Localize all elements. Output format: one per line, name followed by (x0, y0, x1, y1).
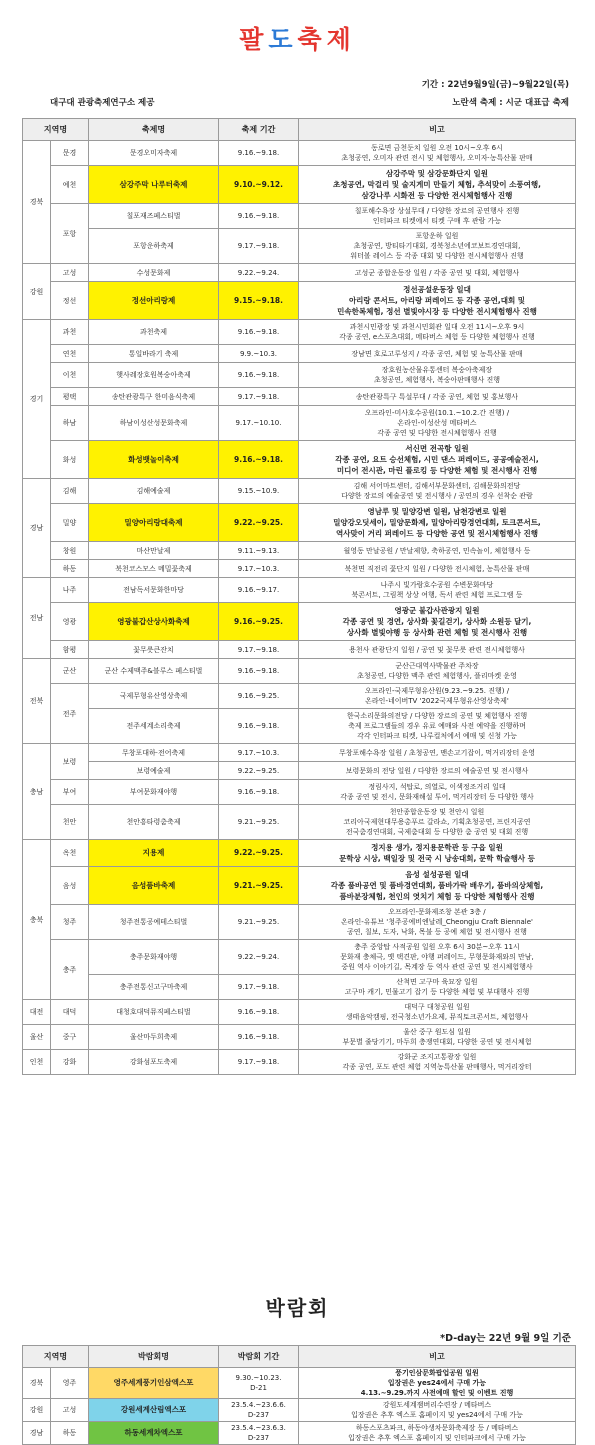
table-row (23, 641, 576, 659)
period-cell: 9.15.~10.9. (219, 479, 299, 504)
description-cell: 한국소리문화의전당 / 다양한 장르의 공연 및 체험행사 진행 축제 프로그램들의 경우 유료 예매와 사전 예약을 진행하며 각각 인터파크 티켓, 나루컬처에서 예매 및 신청 가능 (299, 709, 576, 744)
description-cell: 강원도세계잼버리수련장 / 메타버스 입장권은 추후 엑스포 홈페이지 및 yes24에서 구매 가능 (299, 1399, 576, 1422)
province-cell: 전남 (23, 578, 51, 659)
period-cell: 9.17.~9.18. (219, 641, 299, 659)
description-cell: 과천시민광장 및 과천시민회관 일대 오전 11시~오후 9시 각종 공연, e스포츠대회, 메타버스 체험 등 다양한 체험행사 진행 (299, 320, 576, 345)
legend-note: 노란색 축제 : 시군 대표급 축제 (452, 98, 569, 108)
description-cell: 용천사 관광단지 일원 / 공연 및 꽃무릇 관련 전시체험행사 (299, 641, 576, 659)
festival-name-cell: 문경오미자축제 (89, 141, 219, 166)
festival-name-cell: 대청호대덕뮤직페스티벌 (89, 1000, 219, 1025)
festival-name-cell: 울산마두희축제 (89, 1025, 219, 1050)
period-text: 23.5.4.~23.6.3. (231, 1424, 286, 1432)
table-row (23, 867, 576, 905)
description-cell: 오프라인-미사호수공원(10.1.~10.2.간 진행) / 온라인-이성산성 메타버스 각종 공연 및 다양한 전시체험행사 진행 (299, 406, 576, 441)
table-row (23, 1399, 576, 1422)
period-cell: 9.16.~9.17. (219, 578, 299, 603)
period-cell: 9.17.~10.3. (219, 560, 299, 578)
period-cell: 9.16.~9.25. (219, 684, 299, 709)
table-row (23, 345, 576, 363)
table-row (23, 762, 576, 780)
festival-name-cell: 마산만날제 (89, 542, 219, 560)
province-cell: 강원 (23, 1399, 51, 1422)
table-row (23, 940, 576, 975)
period-cell: 9.16.~9.18. (219, 141, 299, 166)
city-cell: 청주 (51, 905, 89, 940)
table-header-row (23, 1346, 576, 1368)
city-cell: 함평 (51, 641, 89, 659)
description-cell: 대덕구 대청공원 일원 생태음악캠핑, 전국청소년가요제, 뮤직토크콘서트, 체험행사 (299, 1000, 576, 1025)
festival-name-cell: 청주전통공예테스티벌 (89, 905, 219, 940)
dday-basis: *D-day는 22년 9월 9일 기준 (440, 1333, 571, 1344)
period-cell: 9.16.~9.18. (219, 1000, 299, 1025)
period-cell: 9.16.~9.18. (219, 204, 299, 229)
festival-name-cell: 충주문화재야행 (89, 940, 219, 975)
table-row (23, 479, 576, 504)
title-char: 제 (326, 25, 356, 54)
festival-name-cell: 포항운하축제 (89, 229, 219, 264)
period-cell: 9.16.~9.18. (219, 441, 299, 479)
description-cell: 영남루 및 밀양강변 일원, 남천강변로 일원 밀양강오딧세이, 밀양문화제, 밀양아리랑경연대회, 토크콘서트, 역사맞이 거리 퍼레이드 등 다양한 공연 및 전시체험행사 진행 (299, 504, 576, 542)
description-cell: 정림사지, 석탑로, 의열로, 이색정조거리 일대 각종 공연 및 전시, 문화재해설 투어, 먹거리장터 등 다양한 행사 (299, 780, 576, 805)
festival-name-cell: 통일바라기 축제 (89, 345, 219, 363)
city-cell: 나주 (51, 578, 89, 603)
period-cell (219, 1399, 299, 1422)
festival-name-cell: 삼강주막 나루터축제 (89, 166, 219, 204)
period-cell: 9.17.~10.3. (219, 744, 299, 762)
period-cell: 9.17.~9.18. (219, 1050, 299, 1075)
festival-name-cell: 하남이성산성문화축제 (89, 406, 219, 441)
expo-table (22, 1345, 576, 1445)
table-row (23, 320, 576, 345)
city-cell: 영광 (51, 603, 89, 641)
festival-name-cell: 전남독서문화한마당 (89, 578, 219, 603)
period-cell (219, 1422, 299, 1445)
table-row (23, 560, 576, 578)
title-char: 축 (297, 25, 327, 54)
period-cell: 9.11.~9.13. (219, 542, 299, 560)
festival-name-cell: 화성뱃놀이축제 (89, 441, 219, 479)
column-header: 지역명 (23, 119, 89, 141)
table-row (23, 229, 576, 264)
city-cell: 문경 (51, 141, 89, 166)
city-cell: 하동 (51, 560, 89, 578)
period-cell: 9.15.~9.18. (219, 282, 299, 320)
table-row (23, 709, 576, 744)
period-cell: 9.21.~9.25. (219, 905, 299, 940)
city-cell: 하동 (51, 1422, 89, 1445)
city-cell: 밀양 (51, 504, 89, 542)
city-cell: 고성 (51, 264, 89, 282)
period-cell: 9.22.~9.24. (219, 940, 299, 975)
description-cell: 울산 중구 원도심 일원 부문별 줄당기기, 마두희 층쟁연대회, 다양한 공연 및 전시체험 (299, 1025, 576, 1050)
period-cell: 9.17.~9.18. (219, 975, 299, 1000)
city-cell: 과천 (51, 320, 89, 345)
period-cell: 9.22.~9.25. (219, 504, 299, 542)
description-cell: 장호원농산물유통센터 복숭아축제장 초청공연, 체험행사, 복숭아판매행사 진행 (299, 363, 576, 388)
description-cell: 서신면 전곡항 일원 각종 공연, 요트 승선체험, 시민 댄스 퍼레이드, 공공예술전시, 미디어 전시관, 마린 플로킹 등 다양한 체험 및 전시행사 진행 (299, 441, 576, 479)
festival-name-cell: 꽃무릇큰잔치 (89, 641, 219, 659)
description-cell: 고성군 종합운동장 일원 / 각종 공연 및 대회, 체험행사 (299, 264, 576, 282)
title-char: 도 (268, 25, 298, 54)
period-cell: 9.17.~9.18. (219, 229, 299, 264)
city-cell: 옥천 (51, 840, 89, 867)
city-cell: 예천 (51, 166, 89, 204)
period-cell: 9.16.~9.18. (219, 363, 299, 388)
table-row (23, 504, 576, 542)
period-cell: 9.17.~10.10. (219, 406, 299, 441)
description-cell: 월영동 만날공원 / 만날제향, 축하공연, 민속놀이, 체험행사 등 (299, 542, 576, 560)
table-row (23, 1050, 576, 1075)
city-cell: 하남 (51, 406, 89, 441)
column-header: 축제명 (89, 119, 219, 141)
province-cell: 충남 (23, 744, 51, 840)
festival-name-cell: 영광불갑산상사화축제 (89, 603, 219, 641)
description-cell: 장남면 호로고루성지 / 각종 공연, 체험 및 농특산물 판매 (299, 345, 576, 363)
description-cell: 정선공설운동장 일대 아리랑 콘서트, 아리랑 퍼레이드 등 각종 공연,대회 및 민속한복체험, 정선 별빛야시장 등 다양한 전시체험행사 진행 (299, 282, 576, 320)
table-row (23, 1000, 576, 1025)
table-row (23, 1025, 576, 1050)
table-row (23, 264, 576, 282)
province-cell: 경북 (23, 1368, 51, 1399)
description-cell: 정지용 생가, 정지용문학관 등 구읍 일원 문학상 시상, 백일장 및 전국 시 낭송대회, 문학 학술행사 등 (299, 840, 576, 867)
description-cell: 영광군 불갑사관광지 일원 각종 공연 및 경연, 상사화 꽃길걷기, 상사화 소원등 달기, 상사화 별빛야행 등 상사화 관련 체험 및 전시행사 진행 (299, 603, 576, 641)
city-cell: 대덕 (51, 1000, 89, 1025)
description-cell: 동로면 금천둔치 일원 오전 10시~오후 6시 초청공연, 오미자 관련 전시 및 체험행사, 오미자·농특산물 판매 (299, 141, 576, 166)
period-cell: 9.22.~9.24. (219, 264, 299, 282)
city-cell: 김해 (51, 479, 89, 504)
province-cell: 경남 (23, 1422, 51, 1445)
dday-badge: D-237 (247, 1411, 270, 1419)
city-cell: 중구 (51, 1025, 89, 1050)
expo-title: 박람회 (265, 1296, 330, 1320)
description-cell: 천안종합운동장 및 천안시 일원 코리아국제현대무용총푸르 갈라쇼, 기획초청공연, 프린지공연 전국춤경연대회, 국제춤대회 등 다양한 춤 공연 및 대회 진행 (299, 805, 576, 840)
period-cell: 9.21.~9.25. (219, 805, 299, 840)
table-row (23, 1422, 576, 1445)
festival-table (22, 118, 576, 1075)
festival-name-cell: 정선아리랑제 (89, 282, 219, 320)
city-cell: 충주 (51, 940, 89, 1000)
period-cell: 9.10.~9.12. (219, 166, 299, 204)
table-row (23, 363, 576, 388)
festival-name-cell: 김해예술제 (89, 479, 219, 504)
column-header: 비고 (299, 119, 576, 141)
city-cell: 천안 (51, 805, 89, 840)
dday-badge: D-21 (250, 1384, 267, 1392)
province-cell: 대전 (23, 1000, 51, 1025)
province-cell: 전북 (23, 659, 51, 744)
city-cell: 음성 (51, 867, 89, 905)
city-cell: 포항 (51, 204, 89, 264)
description-cell: 풍기인삼문화팝업공원 일원 입장권은 yes24에서 구매 가능 4.13.~9.29.까지 사전예매 할인 및 이벤트 진행 (299, 1368, 576, 1399)
table-row (23, 780, 576, 805)
table-row (23, 441, 576, 479)
table-row (23, 975, 576, 1000)
table-row (23, 166, 576, 204)
province-cell: 경기 (23, 320, 51, 479)
festival-name-cell: 지용제 (89, 840, 219, 867)
table-row (23, 805, 576, 840)
description-cell: 포항운하 일원 초청공연, 방티타기대회, 경북청소년에코보트경연대회, 워터볼 레이스 등 각종 대회 및 다양한 전시체험행사 진행 (299, 229, 576, 264)
period-cell: 9.16.~9.25. (219, 603, 299, 641)
period-text: 23.5.4.~23.6.6. (231, 1401, 286, 1409)
description-cell: 삼강주막 및 삼강문화단지 일원 초청공연, 막걸리 및 술지게미 만들기 체험, 추석맞이 소풍여행, 삼강나루 시화전 등 다양한 전시체험행사 진행 (299, 166, 576, 204)
festival-name-cell: 송탄관광특구 한미음식축제 (89, 388, 219, 406)
city-cell: 부여 (51, 780, 89, 805)
festival-name-cell: 음성품바축제 (89, 867, 219, 905)
festival-name-cell: 보령예술제 (89, 762, 219, 780)
city-cell: 이천 (51, 363, 89, 388)
description-cell: 강화군 조지고통광장 일원 각종 공연, 포도 관련 체험 지역농특산물 판매행사, 먹거리장터 (299, 1050, 576, 1075)
description-cell: 보령문화의 전당 일원 / 다양한 장르의 예술공연 및 전시행사 (299, 762, 576, 780)
dday-badge: D-237 (247, 1434, 270, 1442)
table-row (23, 578, 576, 603)
period-cell: 9.16.~9.18. (219, 659, 299, 684)
period-cell: 9.17.~9.18. (219, 388, 299, 406)
city-cell: 연천 (51, 345, 89, 363)
description-cell: 송탄관광특구 특설무대 / 각종 공연, 체험 및 홍보행사 (299, 388, 576, 406)
description-cell: 산척면 고구마 육묘장 일원 고구마 캐기, 민물고기 잡기 등 다양한 체험 및 부대행사 진행 (299, 975, 576, 1000)
period-cell (219, 1368, 299, 1399)
table-row (23, 1368, 576, 1399)
period-cell: 9.9.~10.3. (219, 345, 299, 363)
table-row (23, 905, 576, 940)
header-meta (0, 62, 595, 108)
festival-name-cell: 영주세계풍기인삼엑스포 (89, 1368, 219, 1399)
province-cell: 인천 (23, 1050, 51, 1075)
province-cell: 경남 (23, 479, 51, 578)
period-text: 9.30.~10.23. (235, 1374, 282, 1382)
province-cell: 충북 (23, 840, 51, 1000)
description-cell: 하동스포츠파크, 하동야생차문화축제장 등 / 메타버스 입장권은 추후 엑스포 홈페이지 및 인터파크에서 구매 가능 (299, 1422, 576, 1445)
period-cell: 9.22.~9.25. (219, 762, 299, 780)
festival-name-cell: 부여문화재야행 (89, 780, 219, 805)
festival-name-cell: 북천코스모스 메밀꽃축제 (89, 560, 219, 578)
period-cell: 9.22.~9.25. (219, 840, 299, 867)
description-cell: 음성 설성공원 일대 각종 품바공연 및 품바경연대회, 품바가락 배우기, 품바의상체험, 품바분장체험, 천인의 엿치기 체험 등 다양한 체험행사 진행 (299, 867, 576, 905)
description-cell: 김해 서어마트센터, 김해서부문화센터, 김해문화의전당 다양한 장르의 예술공연 및 전시행사 / 공연의 경우 선착순 관람 (299, 479, 576, 504)
table-row (23, 684, 576, 709)
province-cell: 강원 (23, 264, 51, 320)
column-header: 축제 기간 (219, 119, 299, 141)
festival-name-cell: 밀양아리랑대축제 (89, 504, 219, 542)
province-cell: 경북 (23, 141, 51, 264)
period-cell: 9.16.~9.18. (219, 780, 299, 805)
description-cell: 오프라인-문화제조창 본관 3층 / 온라인-유튜브 '청주공예비엔날레_Cheongju Craft Biennale' 공연, 칠보, 도자, 낙화, 목불 등 공예 체험 및 전시행사 진행 (299, 905, 576, 940)
festival-name-cell: 군산 수제맥주&블루스 페스티벌 (89, 659, 219, 684)
festival-name-cell: 강원세계산림엑스포 (89, 1399, 219, 1422)
city-cell: 전주 (51, 684, 89, 744)
column-header: 지역명 (23, 1346, 89, 1368)
city-cell: 창원 (51, 542, 89, 560)
table-row (23, 388, 576, 406)
city-cell: 정선 (51, 282, 89, 320)
city-cell: 군산 (51, 659, 89, 684)
column-header: 박람회명 (89, 1346, 219, 1368)
festival-name-cell: 하동세계차엑스포 (89, 1422, 219, 1445)
festival-name-cell: 강화섬포도축제 (89, 1050, 219, 1075)
festival-name-cell: 과천축제 (89, 320, 219, 345)
festival-name-cell: 천안흥타령춤축제 (89, 805, 219, 840)
description-cell: 무창포해수욕장 일원 / 초청공연, 맨손고기잡이, 먹거리장터 운영 (299, 744, 576, 762)
table-row (23, 603, 576, 641)
description-cell: 오프라인-국제무형유산원(9.23.~9.25. 진행) / 온라인-네이버TV '2022국제무형유산영상축제' (299, 684, 576, 709)
description-cell: 나주시 빛가람호수공원 수변문화마당 북콘서트, 그림책 상상 여행, 독서 관련 체험 프로그램 등 (299, 578, 576, 603)
city-cell: 강화 (51, 1050, 89, 1075)
table-row (23, 744, 576, 762)
description-cell: 군산근대역사박물관 주차장 초청공연, 다양한 맥주 관련 체험행사, 플리마켓 운영 (299, 659, 576, 684)
table-row (23, 840, 576, 867)
table-row (23, 406, 576, 441)
festival-name-cell: 수성문화제 (89, 264, 219, 282)
table-row (23, 204, 576, 229)
city-cell: 평택 (51, 388, 89, 406)
festival-name-cell: 충주전통신고구마축제 (89, 975, 219, 1000)
column-header: 박람회 기간 (219, 1346, 299, 1368)
festival-name-cell: 무창포대하·전어축제 (89, 744, 219, 762)
period-cell: 9.21.~9.25. (219, 867, 299, 905)
period-cell: 9.16.~9.18. (219, 320, 299, 345)
description-cell: 북천면 직전리 꽃단지 일원 / 다양한 전시체험, 농특산물 판매 (299, 560, 576, 578)
description-cell: 칠포해수욕장 상설무대 / 다양한 장르의 공연행사 진행 인터파크 티켓에서 티켓 구매 후 관람 가능 (299, 204, 576, 229)
table-row (23, 659, 576, 684)
period-cell: 9.16.~9.18. (219, 1025, 299, 1050)
period-text: 기간 : 22년9월9일(금)~9월22일(목) (421, 80, 569, 90)
city-cell: 고성 (51, 1399, 89, 1422)
table-row (23, 282, 576, 320)
city-cell: 영주 (51, 1368, 89, 1399)
page-title (0, 0, 595, 62)
festival-name-cell: 국제무형유산영상축제 (89, 684, 219, 709)
table-row (23, 542, 576, 560)
table-row (23, 141, 576, 166)
festival-name-cell: 햇사레장호원복숭아축제 (89, 363, 219, 388)
column-header: 비고 (299, 1346, 576, 1368)
festival-name-cell: 칠포재즈페스티벌 (89, 204, 219, 229)
city-cell: 화성 (51, 441, 89, 479)
table-header-row (23, 119, 576, 141)
period-cell: 9.16.~9.18. (219, 709, 299, 744)
source-text: 대구대 관광축제연구소 제공 (50, 98, 155, 108)
city-cell: 보령 (51, 744, 89, 780)
festival-name-cell: 전주세계소리축제 (89, 709, 219, 744)
province-cell: 울산 (23, 1025, 51, 1050)
description-cell: 충주 중앙탑 사적공원 일원 오후 6시 30분~오후 11시 문화재 충체극, 옛 택견판, 야행 퍼레이드, 무형문화재와의 만남, 중원 역사 이야기길, 목계장 등 역사 관련 공연 및 전시체험행사 (299, 940, 576, 975)
title-char: 팔 (239, 25, 269, 54)
